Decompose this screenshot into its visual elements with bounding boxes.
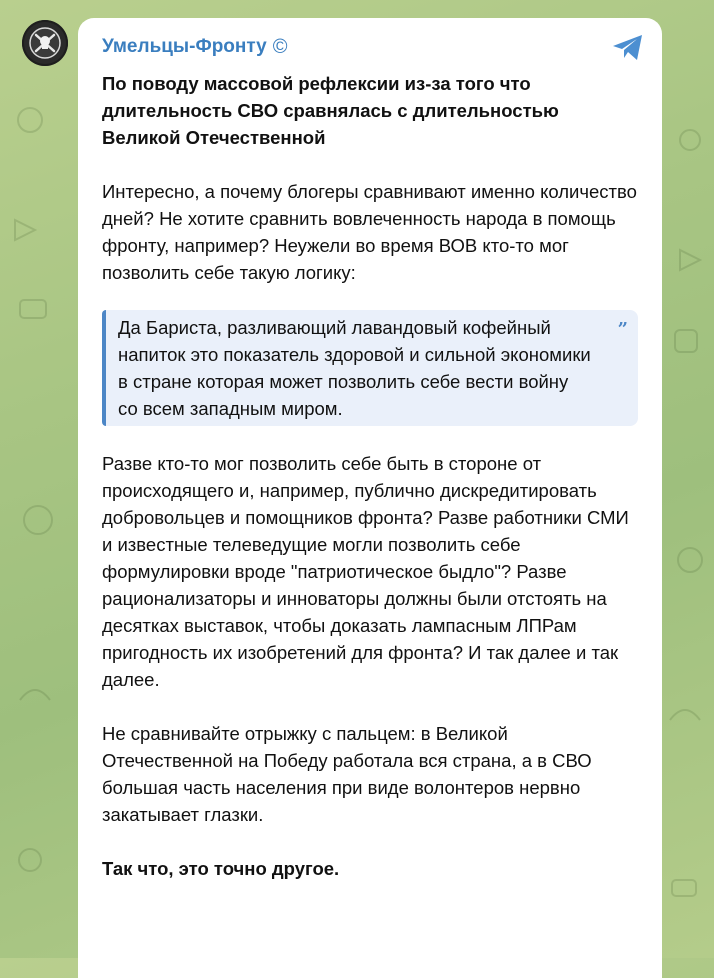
copyright-icon: © xyxy=(272,36,288,58)
post-paragraph-2: Разве кто-то мог позволить себе быть в стороне от происходящего и, например, публично дискредитировать добровольцев и помощников фронта? Разве работники СМИ и известные телеведущие могли позволить себе формулировки вроде "патриотическое быдло"? Разве рационализаторы и инноваторы должны были отстоять на десятках выставок, чтобы доказать лампасным ЛПРам пригодность их изобретений для фронта? И так далее и так далее. xyxy=(102,453,629,690)
blockquote xyxy=(102,310,638,426)
post-paragraph-3: Не сравнивайте отрыжку с пальцем: в Великой Отечественной на Победу работала вся страна, а в СВО большая часть населения при виде волонтеров нервно закатывает глазки. xyxy=(102,723,592,825)
post-paragraph-1: Интересно, а почему блогеры сравнивают именно количество дней? Не хотите сравнить вовлеченность народа в помощь фронту, например? Неужели во время ВОВ кто-то мог позволить себе такую логику: xyxy=(102,181,637,283)
post-closing: Так что, это точно другое. xyxy=(102,858,340,879)
quote-icon: ” xyxy=(617,319,628,340)
quote-text: Да Бариста, разливающий лавандовый кофейный напиток это показатель здоровой и сильной экономики в стране которая может позволить себе вести войну со всем западным миром. xyxy=(118,317,591,419)
telegram-share-icon[interactable] xyxy=(612,34,644,67)
message-bubble xyxy=(78,18,662,978)
post-title: По поводу массовой рефлексии из-за того что длительность СВО сравнялась с длительностью Великой Отечественной xyxy=(102,73,559,148)
message-header xyxy=(102,32,638,62)
message-text xyxy=(102,70,638,882)
channel-avatar-icon[interactable] xyxy=(22,20,68,66)
channel-name[interactable]: Умельцы-Фронту xyxy=(102,36,267,57)
